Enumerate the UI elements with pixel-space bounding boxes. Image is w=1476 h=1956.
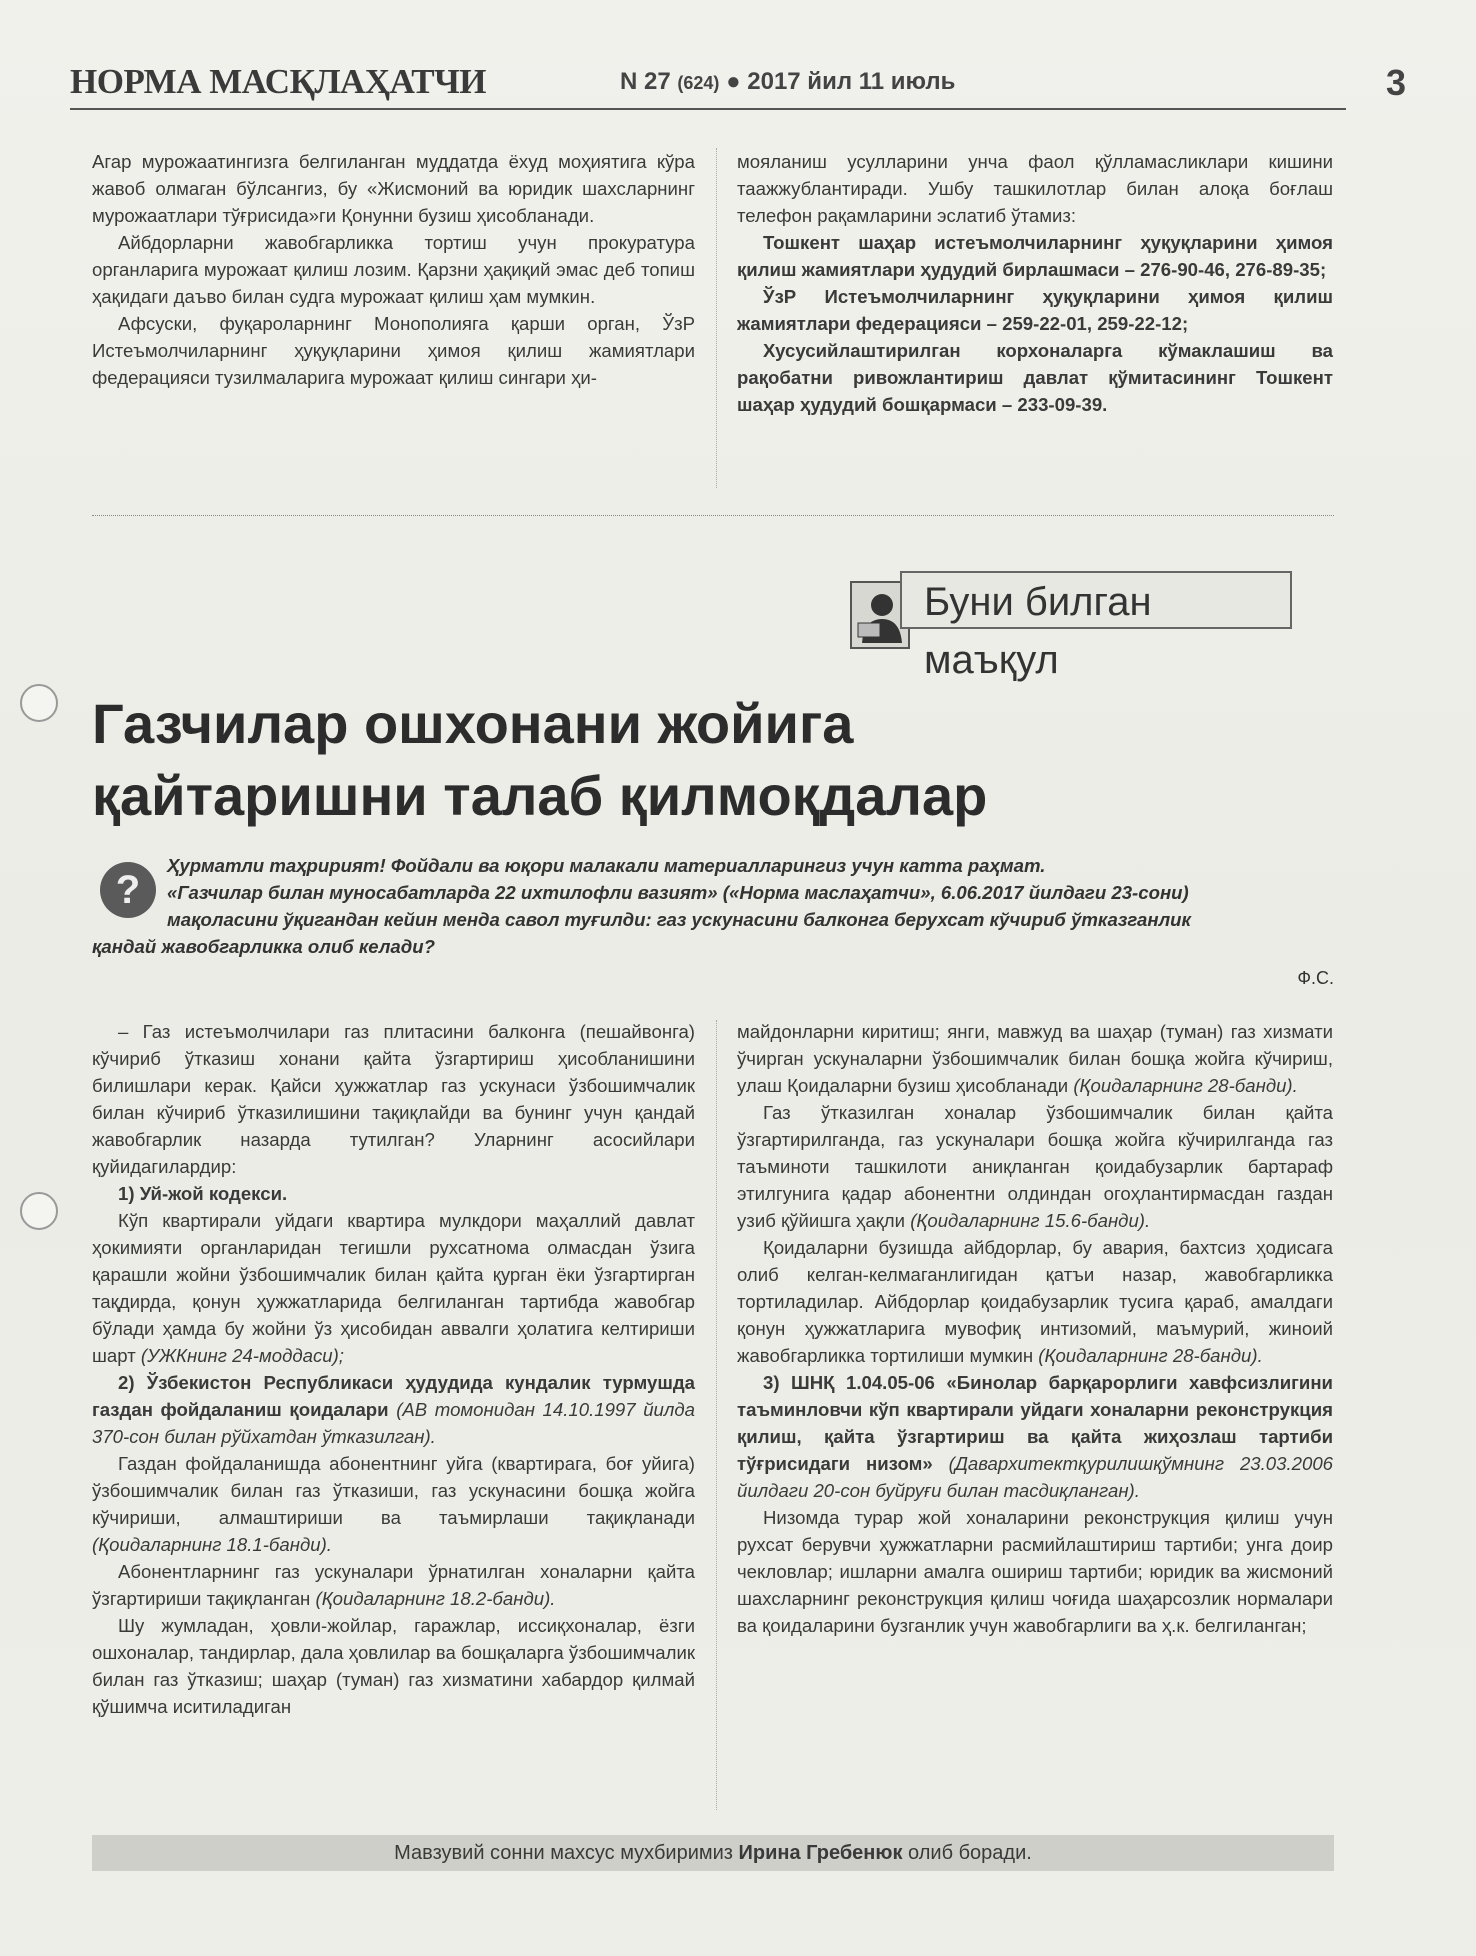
legal-reference: (Қоидаларнинг 28-банди). — [1073, 1075, 1298, 1096]
paragraph — [737, 1369, 1333, 1504]
article-headline — [92, 688, 1332, 832]
paragraph — [737, 1234, 1333, 1369]
question-line: Ҳурматли таҳририят! Фойдали ва юқори малакали материалларингиз учун катта раҳмат. — [167, 855, 1046, 876]
paragraph: Шу жумладан, ҳовли-жойлар, гаражлар, иссиқхоналар, ёзги ошхоналар, тандирлар, дала ҳовлилар ва бошқаларга ўзбошимчалик билан газ ўтказиш; шаҳар (туман) газ хизматини хабардор қилмай қўшимча иситиладиган — [92, 1615, 695, 1717]
contact-entry: ЎзР Истеъмолчиларнинг ҳуқуқларини ҳимоя қилиш жамиятлари федерацияси – 259-22-01, 259-22-12; — [737, 286, 1333, 334]
top-left-column — [92, 148, 695, 391]
footer-credit — [92, 1835, 1334, 1871]
paragraph: мояланиш усулларини унча фаол қўлламасликлари кишини таажжублантиради. Ушбу ташкилотлар билан алоқа боғлаш телефон рақамларини эслатиб ўтамиз: — [737, 151, 1333, 226]
column-divider — [716, 1020, 717, 1810]
paragraph-text: майдонларни киритиш; янги, мавжуд ва шаҳар (туман) газ хизмати ўчирган ускуналарни ўзбошимчалик билан бошқа жойга кўчириш, улаш Қоидаларни бузиш ҳисобланади — [737, 1021, 1333, 1096]
question-line: қандай жавобгарликка олиб келади? — [92, 936, 435, 957]
paragraph: Агар мурожаатингизга белгиланган муддатда ёхуд моҳиятига кўра жавоб олмаган бўлсангиз, бу «Жисмоний ва юридик шахсларнинг мурожаатлари тўғрисида»ги Қонунни бузиш ҳисобланади. — [92, 151, 695, 226]
masthead-logo: НОРМА МАСҚЛАҲАТЧИ — [70, 62, 487, 101]
binder-hole-top — [20, 684, 58, 722]
paragraph — [92, 1558, 695, 1612]
question-mark-icon: ? — [100, 862, 156, 918]
paragraph: Низомда турар жой хоналарини реконструкция қилиш учун рухсат берувчи ҳужжатларни расмийлаштириш тартиби; унга доир чекловлар; ишларни амалга ошириш тартиби; юридик ва жисмоний шахсларнинг реконструкция қилиш чоғида шаҳарсозлик нормалари ва қоидаларини бузганлик учун жавобгарлиги ва ҳ.к. белгиланган; — [737, 1507, 1333, 1636]
section-heading: 2) Ўзбекистон Республикаси ҳудудида кундалик турмушда газдан фойдаланиш қоидалари — [92, 1372, 695, 1420]
section-divider — [92, 515, 1334, 516]
reader-question — [92, 852, 1334, 960]
paragraph — [92, 1207, 695, 1369]
paragraph: Афсуски, фуқароларнинг Монополияга қарши орган, ЎзР Истеъмолчиларнинг ҳуқуқларини ҳимоя қилиш жамиятлари федерацияси тузилмаларига мурожаат қилиш сингари ҳи- — [92, 313, 695, 388]
binder-hole-bottom — [20, 1192, 58, 1230]
page-number: 3 — [1385, 62, 1406, 103]
paragraph: Айбдорларни жавобгарликка тортиш учун прокуратура органларига мурожаат қилиш лозим. Қарзни ҳақиқий эмас деб топиш ҳақидаги даъво билан судга мурожаат қилиш ҳам мумкин. — [92, 232, 695, 307]
article-right-column — [737, 1018, 1333, 1639]
masthead — [70, 58, 1406, 110]
legal-reference: (АВ томонидан 14.10.1997 йилда 370-сон билан рўйхатдан ўтказилган). — [92, 1399, 695, 1447]
contact-entry: Хусусийлаштирилган корхоналарга кўмаклашиш ва рақобатни ривожлантириш давлат қўмитасининг Тошкент шаҳар ҳудудий бошқармаси – 233-09-39. — [737, 340, 1333, 415]
headline-line: Газчилар ошхонани жойига — [92, 692, 854, 755]
paragraph-text: Абонентларнинг газ ускуналари ўрнатилган хоналарни қайта ўзгартириши тақиқланган — [92, 1561, 695, 1609]
paragraph — [737, 1018, 1333, 1099]
legal-reference: (Даварxитектқурилишқўмнинг 23.03.2006 йилдаги 20-сон буйруғи билан тасдиқланган). — [737, 1453, 1333, 1501]
paragraph — [737, 1099, 1333, 1234]
bullet-icon: ● — [726, 68, 741, 95]
section-heading: 1) Уй-жой кодекси. — [118, 1183, 288, 1204]
footer-author: Ирина Гребенюк — [738, 1842, 903, 1864]
contact-entry: Тошкент шаҳар истеъмолчиларнинг ҳуқуқларини ҳимоя қилиш жамиятлари ҳудудий бирлашмаси – 276-90-46, 276-89-35; — [737, 232, 1333, 280]
question-line: «Газчилар билан муносабатларда 22 ихтилофли вазият» («Норма маслаҳатчи», 6.06.2017 йилдаги 23-сони) — [167, 882, 1189, 903]
legal-reference: (Қоидаларнинг 28-банди). — [1038, 1345, 1263, 1366]
article-left-column — [92, 1018, 695, 1720]
legal-reference: (УЖКнинг 24-моддаси); — [140, 1345, 344, 1366]
legal-reference: (Қоидаларнинг 18.1-банди). — [92, 1534, 332, 1555]
question-line: мақоласини ўқигандан кейин менда савол туғилди: газ ускунасини балконга берухсат кўчириб ўтказганлик — [167, 909, 1191, 930]
paragraph-text: Қоидаларни бузишда айбдорлар, бу авария, бахтсиз ҳодисага олиб келган-келмаганлигидан қатъи назар, жавобгарликка тортиладилар. Айбдорлар қоидабузарлик тусига қараб, амалдаги қонун ҳужжатларига мувофиқ интизомий, маъмурий, жиноий жавобгарликка тортилиши мумкин — [737, 1237, 1333, 1366]
legal-reference: (Қоидаларнинг 15.6-банди). — [910, 1210, 1151, 1231]
issue-serial: (624) — [677, 73, 720, 93]
top-right-column — [737, 148, 1333, 418]
paragraph — [92, 1450, 695, 1558]
headline-line: қайтаришни талаб қилмоқдалар — [92, 764, 988, 827]
footer-text: Мавзувий сонни махсус мухбиримиз — [394, 1842, 733, 1864]
section-heading: 3) ШНҚ 1.04.05-06 «Бинолар барқарорлиги хавфсизлигини таъминловчи кўп квартирали уйдаги хоналарни реконструкция қилиш, қайта ўзгартириш ва қайта жиҳозлаш тартиби тўғрисидаги низом» — [737, 1372, 1333, 1474]
paragraph-text: Газдан фойдаланишда абонентнинг уйга (квартирага, боғ уйига) ўзбошимчалик билан газ ўтказиши, газ ускунасини бошқа жойга кўчириши, алмаштириши ва таъмирлаши тақиқланади — [92, 1453, 695, 1528]
paragraph: – Газ истеъмолчилари газ плитасини балконга (пешайвонга) кўчириб ўтказиш хонани қайта ўзгартириш ҳисобланишини билишлари керак. Қайси ҳужжатлар газ ускунаси ўзбошимчалик билан кўчириб ўтказилишини тақиқлайди ва бунинг учун қандай жавобгарлик назарда тутилган? Уларнинг асосийлари қуйидагилардир: — [92, 1021, 695, 1177]
question-signature: Ф.С. — [1297, 968, 1334, 988]
issue-number: N 27 — [620, 68, 671, 95]
rubric-box — [850, 567, 1298, 682]
paragraph-text: Газ ўтказилган хоналар ўзбошимчалик билан қайта ўзгартирилганда, газ ускуналари бошқа жойга кўчирилганда газ таъминоти ташкилоти аниқланган қоидабузарлик бартараф этилгунига қадар абонентни олдиндан огоҳлантирмасдан газдан узиб қўйишга ҳақли — [737, 1102, 1333, 1231]
footer-text: олиб боради. — [908, 1842, 1032, 1864]
paragraph — [92, 1369, 695, 1450]
legal-reference: (Қоидаларнинг 18.2-банди). — [315, 1588, 556, 1609]
column-divider — [716, 148, 717, 488]
paragraph-text: Кўп квартирали уйдаги квартира мулкдори маҳаллий давлат ҳокимияти органларидан тегишли рухсатнома олмасдан ўзига қарашли жойни ўзбошимчалик билан қайта қурган ёки ўзгартирган тақдирда, қонун ҳужжатларида белгиланган тартибда жавобгар бўлади ҳамда бу жойни ўз ҳисобидан аввалги ҳолатига келтириши шарт — [92, 1210, 695, 1366]
issue-date: 2017 йил 11 июль — [747, 68, 956, 95]
issue-info — [620, 68, 955, 96]
rubric-label: Буни билган маъқул — [900, 571, 1292, 629]
